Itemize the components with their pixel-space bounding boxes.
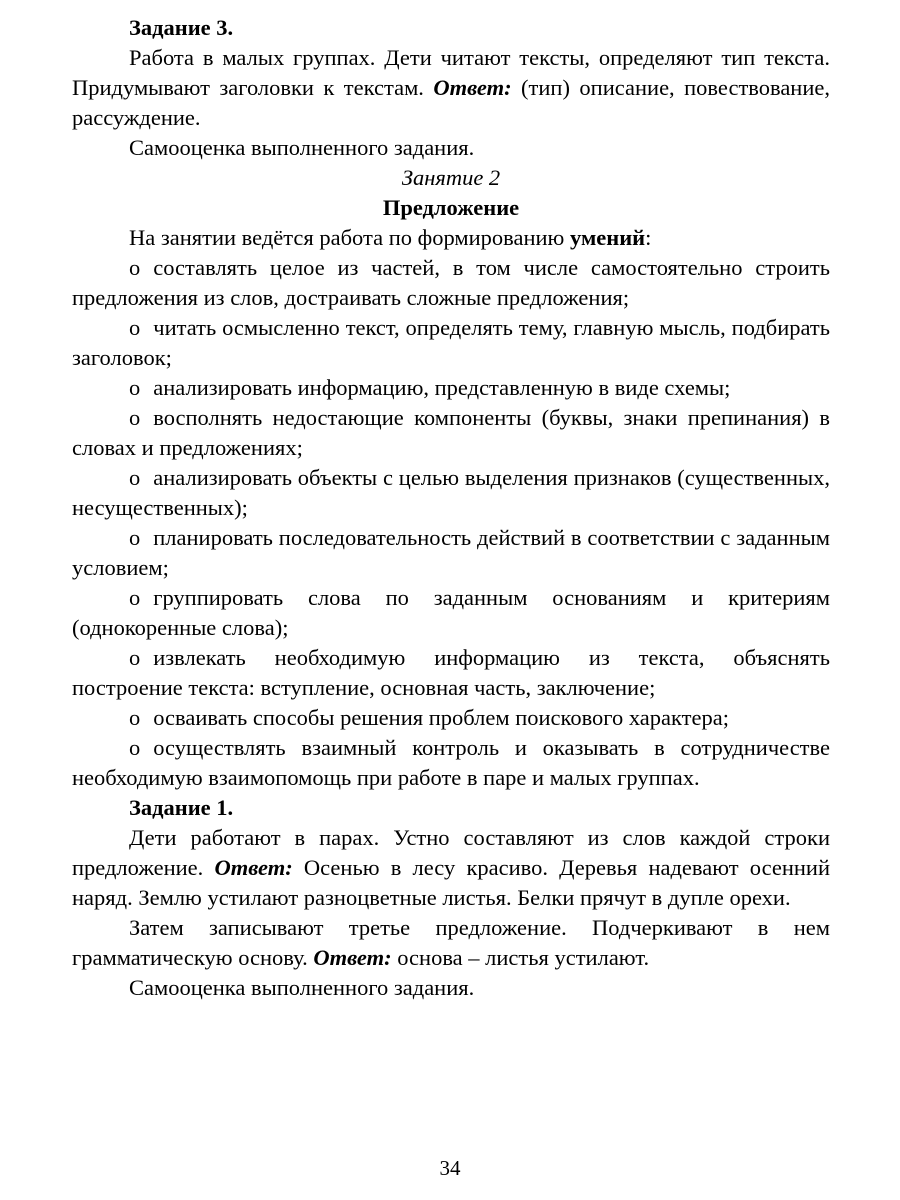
skill-text: осваивать способы решения проблем поискового характера; [153, 705, 729, 730]
skill-text: извлекать необходимую информацию из текста, объяснять построение текста: вступление, основная часть, заключение; [72, 645, 830, 700]
skill-text: составлять целое из частей, в том числе самостоятельно строить предложения из слов, достраивать сложные предложения; [72, 255, 830, 310]
bullet-marker: o [129, 375, 141, 400]
bullet-marker: o [129, 525, 141, 550]
skill-text: группировать слова по заданным основаниям и критериям (однокоренные слова); [72, 585, 830, 640]
skill-item [72, 373, 830, 403]
skill-item [72, 583, 830, 643]
bullet-marker: o [129, 465, 141, 490]
text-run: Осенью в лесу красиво. Деревья надевают осенний наряд. Землю устилают разноцветные листья. Белки прячут в дупле орехи. [72, 855, 830, 910]
answer-label: Ответ: [313, 945, 392, 970]
answer-label: Ответ: [433, 75, 512, 100]
skill-text: читать осмысленно текст, определять тему, главную мысль, подбирать заголовок; [72, 315, 830, 370]
skill-text: осуществлять взаимный контроль и оказывать в сотрудничестве необходимую взаимопомощь при работе в паре и малых группах. [72, 735, 830, 790]
text-run: Затем записывают третье предложение. Подчеркивают в нем грамматическую основу. [72, 915, 830, 970]
skill-item [72, 253, 830, 313]
bullet-marker: o [129, 585, 141, 610]
text-run: основа – листья устилают. [391, 945, 650, 970]
bullet-marker: o [129, 255, 141, 280]
answer-label: Ответ: [214, 855, 293, 880]
task3-heading-paragraph [72, 13, 830, 43]
lesson2-subtitle: Предложение [382, 195, 520, 220]
lesson2-intro [72, 223, 830, 253]
emphasis-run: умений [569, 225, 646, 250]
skill-text: анализировать информацию, представленную в виде схемы; [153, 375, 731, 400]
task1-heading-paragraph [72, 793, 830, 823]
page-content [72, 13, 830, 1003]
text-run: (тип) описание, повествование, рассуждение. [72, 75, 830, 130]
skill-text: планировать последовательность действий в соответствии с заданным условием; [72, 525, 830, 580]
task3-heading: Задание 3. [129, 15, 234, 40]
task1-paragraph-1 [72, 823, 830, 913]
task1-paragraph-2 [72, 913, 830, 973]
bullet-marker: o [129, 405, 141, 430]
lesson2-title: Занятие 2 [401, 165, 501, 190]
bullet-marker: o [129, 705, 141, 730]
task1-self-assessment: Самооценка выполненного задания. [129, 975, 475, 1000]
skill-item [72, 733, 830, 793]
skill-item [72, 643, 830, 703]
skill-item [72, 403, 830, 463]
skill-item [72, 313, 830, 373]
skill-item [72, 523, 830, 583]
skill-text: анализировать объекты с целью выделения признаков (существенных, несущественных); [72, 465, 830, 520]
bullet-marker: o [129, 735, 141, 760]
task3-paragraph-1 [72, 43, 830, 133]
text-run: Дети работают в парах. Устно составляют из слов каждой строки предложение. [72, 825, 830, 880]
bullet-marker: o [129, 645, 141, 670]
skill-item [72, 703, 830, 733]
task3-self-assessment: Самооценка выполненного задания. [129, 135, 475, 160]
task1-heading: Задание 1. [129, 795, 234, 820]
text-run: На занятии ведётся работа по формированию [129, 225, 570, 250]
text-run: Работа в малых группах. Дети читают тексты, определяют тип текста. Придумывают заголовки к текстам. [72, 45, 830, 100]
skill-text: восполнять недостающие компоненты (буквы, знаки препинания) в словах и предложениях; [72, 405, 830, 460]
text-run: : [645, 225, 652, 250]
skill-item [72, 463, 830, 523]
page-number: 34 [439, 1156, 461, 1180]
bullet-marker: o [129, 315, 141, 340]
